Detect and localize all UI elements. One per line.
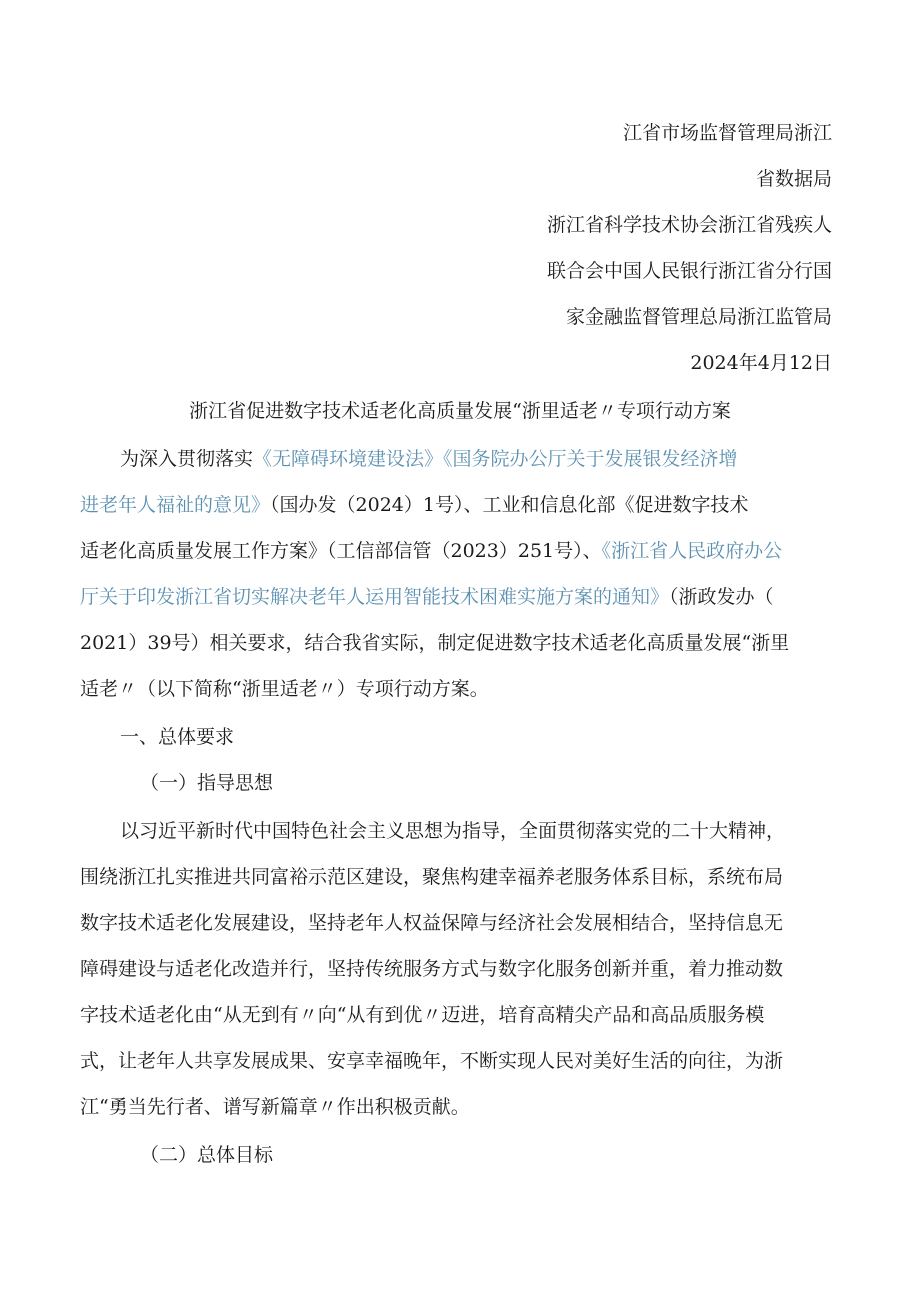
intro-line-2 [80,492,748,518]
issuer-line-4: 联合会中国人民银行浙江省分行国 [546,260,832,282]
intro-text: （国办发（2024）1号）、工业和信息化部《促进数字技术 [270,494,749,516]
paragraph-line: 式，让老年人共享发展成果、安享幸福晚年，不断实现人民对美好生活的向往，为浙 [80,1050,784,1072]
paragraph-line: 围绕浙江扎实推进共同富裕示范区建设，聚焦构建幸福养老服务体系目标，系统布局 [80,866,784,888]
section-heading: 一、总体要求 [120,726,235,748]
intro-text: （浙政发办（ [669,586,774,608]
notice-link[interactable]: 《浙江省人民政府办公 [601,540,783,562]
issuer-line-2: 省数据局 [755,168,832,190]
issuer-line-1: 江省市场监督管理局浙江 [622,122,832,144]
intro-text: 适老化高质量发展工作方案》（工信部信管（2023）251号）、 [80,540,602,562]
paragraph-line: 以习近平新时代中国特色社会主义思想为指导，全面贯彻落实党的二十大精神， [120,820,786,842]
issue-date: 2024年4月12日 [690,352,832,374]
paragraph-line: 字技术适老化由“从无到有〃向“从有到优〃迈进，培育高精尖产品和高品质服务模 [80,1004,765,1026]
intro-line-4 [80,584,774,610]
intro-line-6: 适老〃（以下简称“浙里适老〃）专项行动方案。 [80,678,489,700]
subsection-heading: （二）总体目标 [140,1144,274,1166]
subsection-heading: （一）指导思想 [140,772,274,794]
issuer-line-3: 浙江省科学技术协会浙江省残疾人 [546,214,832,236]
paragraph-line: 数字技术适老化发展建设，坚持老年人权益保障与经济社会发展相结合，坚持信息无 [80,912,784,934]
paragraph-line: 障碍建设与适老化改造并行，坚持传统服务方式与数字化服务创新并重，着力推动数 [80,958,784,980]
paragraph-line: 江“勇当先行者、谱写新篇章〃作出积极贡献。 [80,1096,470,1118]
intro-line-1 [120,446,738,472]
intro-line-3 [80,538,782,564]
intro-text: 为深入贯彻落实 [120,448,254,470]
document-title: 浙江省促进数字技术适老化高质量发展“浙里适老〃专项行动方案 [189,400,731,422]
notice-link-cont[interactable]: 厅关于印发浙江省切实解决老年人运用智能技术困难实施方案的通知》 [80,586,670,608]
law-link[interactable]: 《无障碍环境建设法》《国务院办公厅关于发展银发经济增 [253,448,738,470]
intro-line-5: 2021）39号）相关要求，结合我省实际，制定促进数字技术适老化高质量发展“浙里 [80,632,790,654]
issuer-line-5: 家金融监督管理总局浙江监管局 [565,306,832,328]
opinion-link[interactable]: 进老年人福祉的意见》 [80,494,271,516]
